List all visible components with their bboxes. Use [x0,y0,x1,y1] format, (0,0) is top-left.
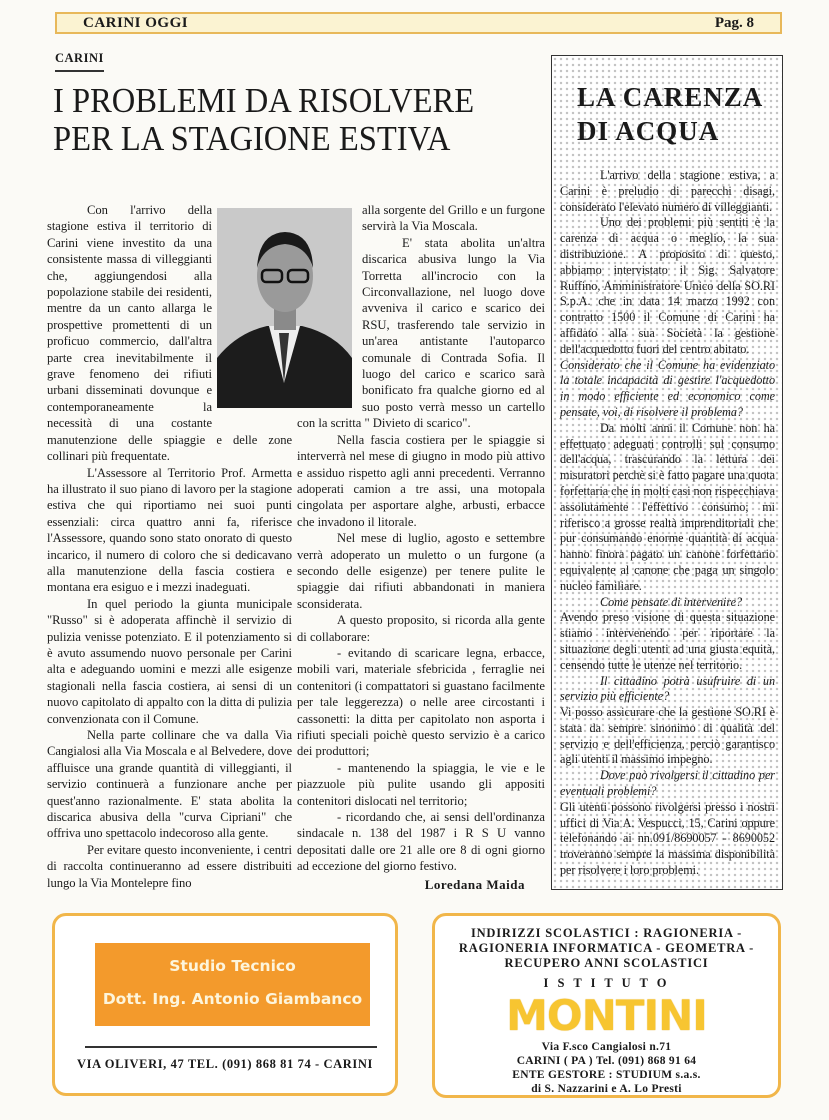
paragraph: Uno dei problemi più sentiti è la carenza di acqua o meglio, la sua distribuzione. A proposito di questo, abbiamo intervistato il Sig. Salvatore Ruffino, Amministratore Unico della SO.RI S.p.A. che in data 14 marzo 1992 con contratto 1500 il Comune di Carini ha affidato alla sua Società la gestione dell'acquedotto fuori del centro abitato. [560,215,775,356]
interview-question: Come pensate di intervenire? [600,594,742,609]
divider [85,1046,377,1048]
page-header [55,12,782,34]
paragraph: Gli utenti possono rivolgersi presso i nostri uffici di Via A. Vespucci, 15, Carini oppure telefonando ai nn.091/8690057 - 8690052 troveranno sempre la massima disponibilità per risolvere i loro problemi. [560,799,775,878]
interview-question: Il cittadino potrà usufruire di un servizio più efficiente? [560,673,775,704]
paragraph: Vi posso assicurare che la gestione SO.RI è stata da sempre sinonimo di qualità del servizio e dell'efficienza, perciò garantisco agli utenti il massimo impegno. [560,705,775,767]
ad-owners: di S. Nazzarini e A. Lo Presti [531,1083,682,1095]
ad-phone: CARINI ( PA ) Tel. (091) 868 91 64 [516,1055,697,1067]
sidebar-title-line: LA CARENZA [577,82,764,112]
paragraph: L'arrivo della stagione estiva, a Carini è preludio di parecchi disagi, considerato l'elevato numero di villeggianti. [560,168,775,214]
ad-istituto-montini [432,913,781,1098]
article-title [53,82,474,158]
montini-logo: MONTINI [506,991,707,1040]
paragraph: Per evitare questo inconveniente, i centri di raccolta continueranno ad essere distribuiti lungo la Via Montelepre fino [47,842,292,890]
paragraph: - mantenendo la spiaggia, le vie e le piazzuole più pulite usando gli appositi contenitori dislocati nel territorio; [297,760,545,808]
paragraph: Avendo preso visione di questa situazione stiamo intervenendo per riportare la situazione degli utenti ad una giusta equità, censendo tutte le utenze nel territorio. [560,610,775,672]
paragraph: Nella fascia costiera per le spiaggie si interverrà nel mese di giugno in modo più attivo e assiduo rispetto agli anni precedenti. Verranno adoperati camion a tre assi, una motopala cingolata per asportare alghe, arbusti, erbacce che invadono il litorale. [297,432,545,529]
page-number: Pag. 8 [714,15,754,31]
sidebar-box [551,55,783,890]
paragraph: - ricordando che, ai sensi dell'ordinanza sindacale n. 138 del 1987 i R S U vanno depositati dalle ore 21 alle ore 8 di ogni giorno ad eccezione del giorno festivo. [297,810,545,874]
ad-ente: ENTE GESTORE : STUDIUM s.a.s. [512,1069,701,1081]
ad-line: RAGIONERIA INFORMATICA - GEOMETRA - [458,941,755,955]
sidebar-title [577,80,763,148]
paragraph: Nel mese di luglio, agosto e settembre verrà adoperato un muletto o un furgone (a secondo delle esigenze) per tenere pulite le spiaggie dai rifiuti abbandonati in maniera sconsiderata. [297,531,545,611]
article-column-2 [297,202,545,893]
sidebar-text [560,168,775,879]
article-column-1 [47,202,292,891]
ad-address: Via F.sco Cangialosi n.71 [541,1041,672,1053]
title-line: PER LA STAGIONE ESTIVA [53,119,451,158]
paragraph: Nella parte collinare che va dalla Via Cangialosi alla Via Moscala e al Belvedere, dove affluisce una grande quantità di villeggianti, il servizio continuerà a funzionare anche per quest'anno razionalmente. E' stata abolita la discarica abusiva della "curva Cipriani" che offriva uno spettacolo indecoroso alla gente. [47,728,292,841]
paragraph: E' stata abolita un'altra discarica abusiva lungo la Via Torretta all'incrocio con la Circonvallazione, nel luogo dove avveniva il carico e scarico dei RSU, trasferendo tale servizio in un'area antistante l'autoparco comunale di Contrada Sofia. Il luogo del carico e scarico sarà bonificato fra qualche giorno ed al suo posto verrà messo un cartello con la scritta " Divieto di scarico". [297,235,545,431]
ad-line: RECUPERO ANNI SCOLASTICI [504,956,709,970]
paragraph: In quel periodo la giunta municipale "Russo" si è adoperata affinchè il servizio di pulizia venisse potenziato. E il potenziamento si è avuto assumendo nuovo personale per Carini alta e adeguando uomini e mezzi alle esigenze stagionali nella fascia costiera, ai sensi di un nuovo capitolato di appalto con la ditta di pulizia convenzionata con il Comune. [47,596,292,726]
title-line: I PROBLEMI DA RISOLVERE [53,81,475,120]
ad-address: VIA OLIVERI, 47 TEL. (091) 868 81 74 - CARINI [77,1057,373,1071]
paragraph: Con l'arrivo della stagione estiva il territorio di Carini viene investito da una consistente massa di villeggianti che, aggiungendosi alla popolazione stabile dei residenti, mentre da un canto allarga le prospettive promettenti di un proficuo commercio, dall'altra parte crea inevitabilmente il grave fenomeno dei rifiuti urbani disseminati dovunque e contemporaneamente la necessità di una costante manutenzione delle spiaggie e delle zone collinari più frequentate. [47,203,292,464]
paragraph: - evitando di scaricare legna, erbacce, mobili vari, materiale sfebricida , ferraglie nei contenitori (i compattatori si guastano facilmente per tale leggerezza) o nelle aree circostanti i cassonetti: la ditta per capitolato non asporta i rifiuti speciali poichè questo servizio è a carico dei produttori; [297,645,545,759]
interview-question: Considerato che il Comune ha evidenziato la totale incapacità di gestire l'acquedotto in modo efficiente ed economico come pensate, voi, di risolvere il problema? [560,357,775,419]
paragraph: L'Assessore al Territorio Prof. Armetta ha illustrato il suo piano di lavoro per la stagione estiva che qui riportiamo nei suoi punti essenziali: circa quattro anni fa, riferisce l'Assessore, quando sono stato onorato di questo incarico, il numero di coloro che si dedicavano alla manutenzione della fascia costiera e montana era esiguo e i mezzi inadeguati. [47,465,292,595]
interview-question: Dove può rivolgersi il cittadino per eventuali problemi? [560,768,775,799]
ad-line: Dott. Ing. Antonio Giambanco [102,990,363,1008]
ad-line: INDIRIZZI SCOLASTICI : RAGIONERIA - [470,926,743,940]
publication-name: CARINI OGGI [83,15,189,31]
ad-banner [95,943,370,1026]
paragraph: Da molti anni il Comune non ha effettuato adeguati controlli sul consumo dell'acqua, trascurando la lettura dei misuratori perchè si è fatto pagare una quota forfettaria che in molti casi non rispecchiava assolutamente l'effettivo consumo; mi riferisco a grosse realtà imprenditoriali che pur consumando enorme quantità di acqua hanno finora pagato un canone forfettario equivalente al canone che paga un singolo nucleo familiare. [560,420,775,593]
ad-istituto: I S T I T U T O [543,976,670,990]
ad-studio-tecnico [52,913,398,1096]
article-author: Loredana Maida [424,876,525,892]
section-label: CARINI [55,51,104,72]
ad-line: Studio Tecnico [169,957,296,975]
sidebar-title-line: DI ACQUA [577,116,720,146]
paragraph: alla sorgente del Grillo e un furgone servirà la Via Moscala. [362,203,545,234]
paragraph: A questo proposito, si ricorda alla gente di collaborare: [297,613,545,644]
